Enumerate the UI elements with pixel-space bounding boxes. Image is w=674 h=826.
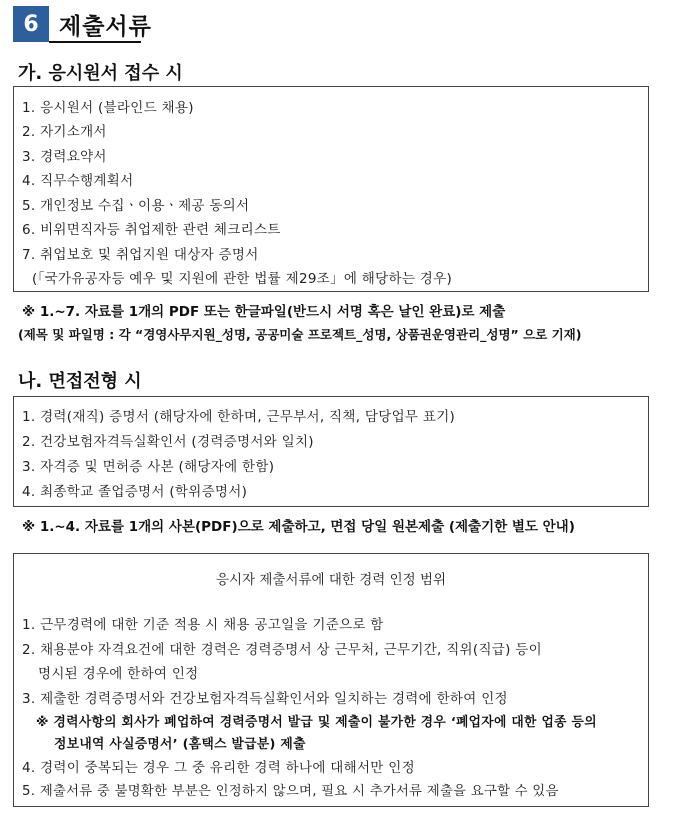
section-title: 제출서류 (59, 13, 152, 40)
list-item: 5. 개인정보 수집ㆍ이용ㆍ제공 동의서 (22, 198, 250, 214)
section-header (13, 6, 152, 42)
career-recognition-box (13, 553, 649, 807)
title-underline (49, 41, 141, 43)
application-note: ※ 1.~7. 자료를 1개의 PDF 또는 한글파일(반드시 서명 혹은 날인 완료)로 제출 (22, 304, 506, 320)
list-item: 4. 최종학교 졸업증명서 (학위증명서) (22, 484, 248, 500)
interview-documents-box (13, 396, 649, 507)
application-documents-box (13, 86, 649, 292)
list-item-subnote: (「국가유공자등 예우 및 지원에 관한 법률 제29조」에 해당하는 경우) (32, 271, 453, 287)
list-item: 1. 경력(재직) 증명서 (해당자에 한하며, 근무부서, 직책, 담당업무 표기) (22, 409, 456, 425)
list-item: 2. 건강보험자격득실확인서 (경력증명서와 일치) (22, 434, 314, 450)
list-item: 5. 제출서류 중 불명확한 부분은 인정하지 않으며, 필요 시 추가서류 제출을 요구할 수 있음 (22, 784, 559, 799)
closure-note-continued: 정보내역 사실증명서’ (홈택스 발급분) 제출 (54, 737, 306, 752)
application-filename-note: (제목 및 파일명 : 각 “경영사무지원_성명, 공공미술 프로젝트_성명, 상품권운영관리_성명” 으로 기재) (18, 327, 582, 342)
list-item-continued: 명시된 경우에 한하여 인정 (38, 666, 199, 682)
list-item: 3. 경력요약서 (22, 149, 107, 165)
list-item: 2. 채용분야 자격요건에 대한 경력은 경력증명서 상 근무처, 근무기간, 직위(직급) 등이 (22, 642, 542, 658)
subsection-title-interview: 나. 면접전형 시 (18, 371, 142, 392)
list-item: 1. 근무경력에 대한 기준 적용 시 채용 공고일을 기준으로 함 (22, 617, 384, 633)
list-item: 4. 직무수행계획서 (22, 173, 134, 189)
list-item: 4. 경력이 중복되는 경우 그 중 유리한 경력 하나에 대해서만 인정 (22, 760, 415, 776)
list-item: 2. 자기소개서 (22, 124, 107, 140)
list-item: 3. 자격증 및 면허증 사본 (해당자에 한함) (22, 459, 275, 475)
interview-note: ※ 1.~4. 자료를 1개의 사본(PDF)으로 제출하고, 면접 당일 원본제출 (제출기한 별도 안내) (22, 519, 575, 535)
closure-note: ※ 경력사항의 회사가 폐업하여 경력증명서 발급 및 제출이 불가한 경우 ‘폐업자에 대한 업종 등의 (36, 715, 597, 730)
section-number-badge: 6 (13, 6, 49, 42)
list-item: 6. 비위면직자등 취업제한 관련 체크리스트 (22, 222, 281, 238)
list-item: 1. 응시원서 (블라인드 채용) (22, 100, 194, 116)
list-item: 3. 제출한 경력증명서와 건강보험자격득실확인서와 일치하는 경력에 한하여 인정 (22, 691, 508, 707)
list-item: 7. 취업보호 및 취업지원 대상자 증명서 (22, 247, 259, 263)
career-recognition-heading: 응시자 제출서류에 대한 경력 인정 범위 (215, 572, 447, 588)
subsection-title-application: 가. 응시원서 접수 시 (18, 63, 183, 84)
